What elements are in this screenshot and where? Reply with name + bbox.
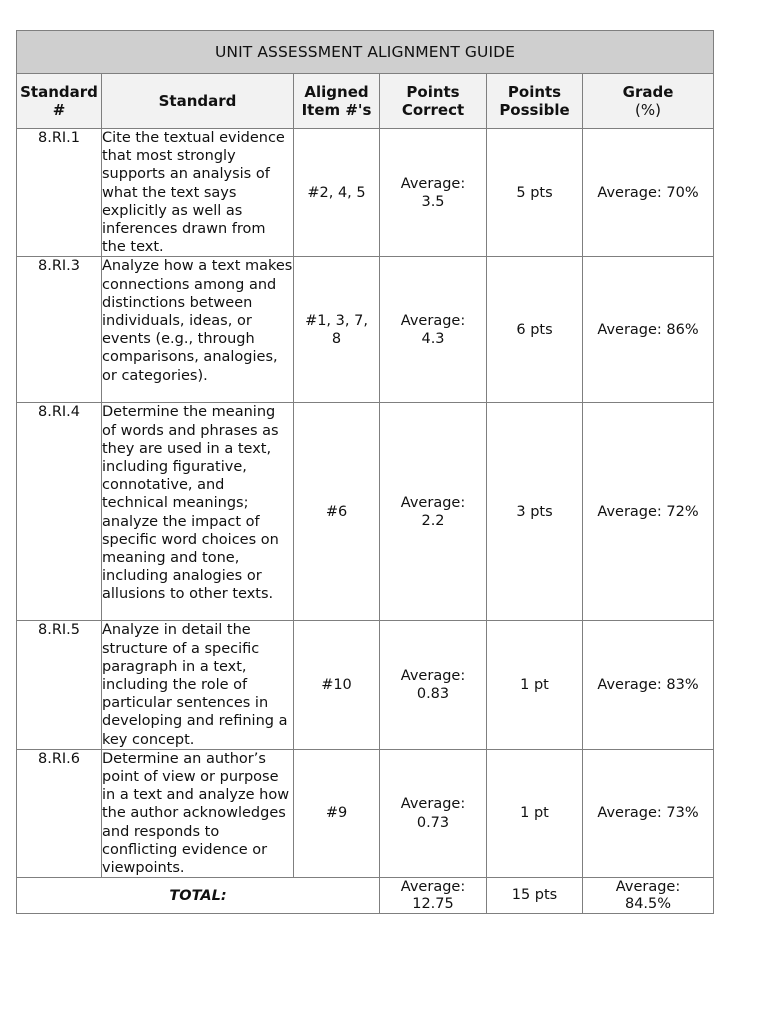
header-points-correct: Points Correct xyxy=(380,74,487,129)
grade: Average: 83% xyxy=(583,621,714,749)
header-aligned-items: Aligned Item #'s xyxy=(294,74,380,129)
table-row xyxy=(17,257,714,403)
table-row xyxy=(17,749,714,877)
header-standard-number: Standard # xyxy=(17,74,102,129)
points-possible: 1 pt xyxy=(487,749,583,877)
grade: Average: 72% xyxy=(583,403,714,621)
header-grade-label: Grade xyxy=(622,83,674,101)
points-correct: Average: 0.83 xyxy=(380,621,487,749)
header-points-possible: Points Possible xyxy=(487,74,583,129)
grade: Average: 70% xyxy=(583,129,714,257)
points-correct: Average: 0.73 xyxy=(380,749,487,877)
points-correct: Average: 2.2 xyxy=(380,403,487,621)
header-row xyxy=(17,74,714,129)
standard-text: Analyze in detail the structure of a specific paragraph in a text, including the role of particular sentences in developing and refining a key concept. xyxy=(102,621,294,749)
table-row xyxy=(17,621,714,749)
total-label: TOTAL: xyxy=(17,878,380,914)
total-points-possible: 15 pts xyxy=(487,878,583,914)
points-correct: Average: 4.3 xyxy=(380,257,487,403)
aligned-items: #2, 4, 5 xyxy=(294,129,380,257)
points-possible: 1 pt xyxy=(487,621,583,749)
table-row xyxy=(17,403,714,621)
total-points-correct: Average: 12.75 xyxy=(380,878,487,914)
table-title: UNIT ASSESSMENT ALIGNMENT GUIDE xyxy=(17,31,714,74)
standard-code: 8.RI.4 xyxy=(17,403,102,621)
points-possible: 6 pts xyxy=(487,257,583,403)
header-standard: Standard xyxy=(102,74,294,129)
grade: Average: 73% xyxy=(583,749,714,877)
aligned-items: #6 xyxy=(294,403,380,621)
alignment-guide-table xyxy=(16,30,714,914)
table-row xyxy=(17,129,714,257)
standard-text: Determine an author’s point of view or purpose in a text and analyze how the author acknowledges and responds to conflicting evidence or viewpoints. xyxy=(102,749,294,877)
standard-code: 8.RI.6 xyxy=(17,749,102,877)
points-possible: 3 pts xyxy=(487,403,583,621)
standard-code: 8.RI.3 xyxy=(17,257,102,403)
total-row xyxy=(17,878,714,914)
standard-code: 8.RI.5 xyxy=(17,621,102,749)
aligned-items: #1, 3, 7, 8 xyxy=(294,257,380,403)
total-grade: Average: 84.5% xyxy=(583,878,714,914)
standard-text: Analyze how a text makes connections among and distinctions between individuals, ideas, or events (e.g., through comparisons, analogies, or categories). xyxy=(102,257,294,403)
points-possible: 5 pts xyxy=(487,129,583,257)
aligned-items: #9 xyxy=(294,749,380,877)
header-grade-unit: (%) xyxy=(635,101,661,119)
aligned-items: #10 xyxy=(294,621,380,749)
grade: Average: 86% xyxy=(583,257,714,403)
header-grade xyxy=(583,74,714,129)
standard-code: 8.RI.1 xyxy=(17,129,102,257)
title-row xyxy=(17,31,714,74)
standard-text: Determine the meaning of words and phrases as they are used in a text, including figurative, connotative, and technical meanings; analyze the impact of specific word choices on meaning and tone, including analogies or allusions to other texts. xyxy=(102,403,294,621)
standard-text: Cite the textual evidence that most strongly supports an analysis of what the text says explicitly as well as inferences drawn from the text. xyxy=(102,129,294,257)
points-correct: Average: 3.5 xyxy=(380,129,487,257)
